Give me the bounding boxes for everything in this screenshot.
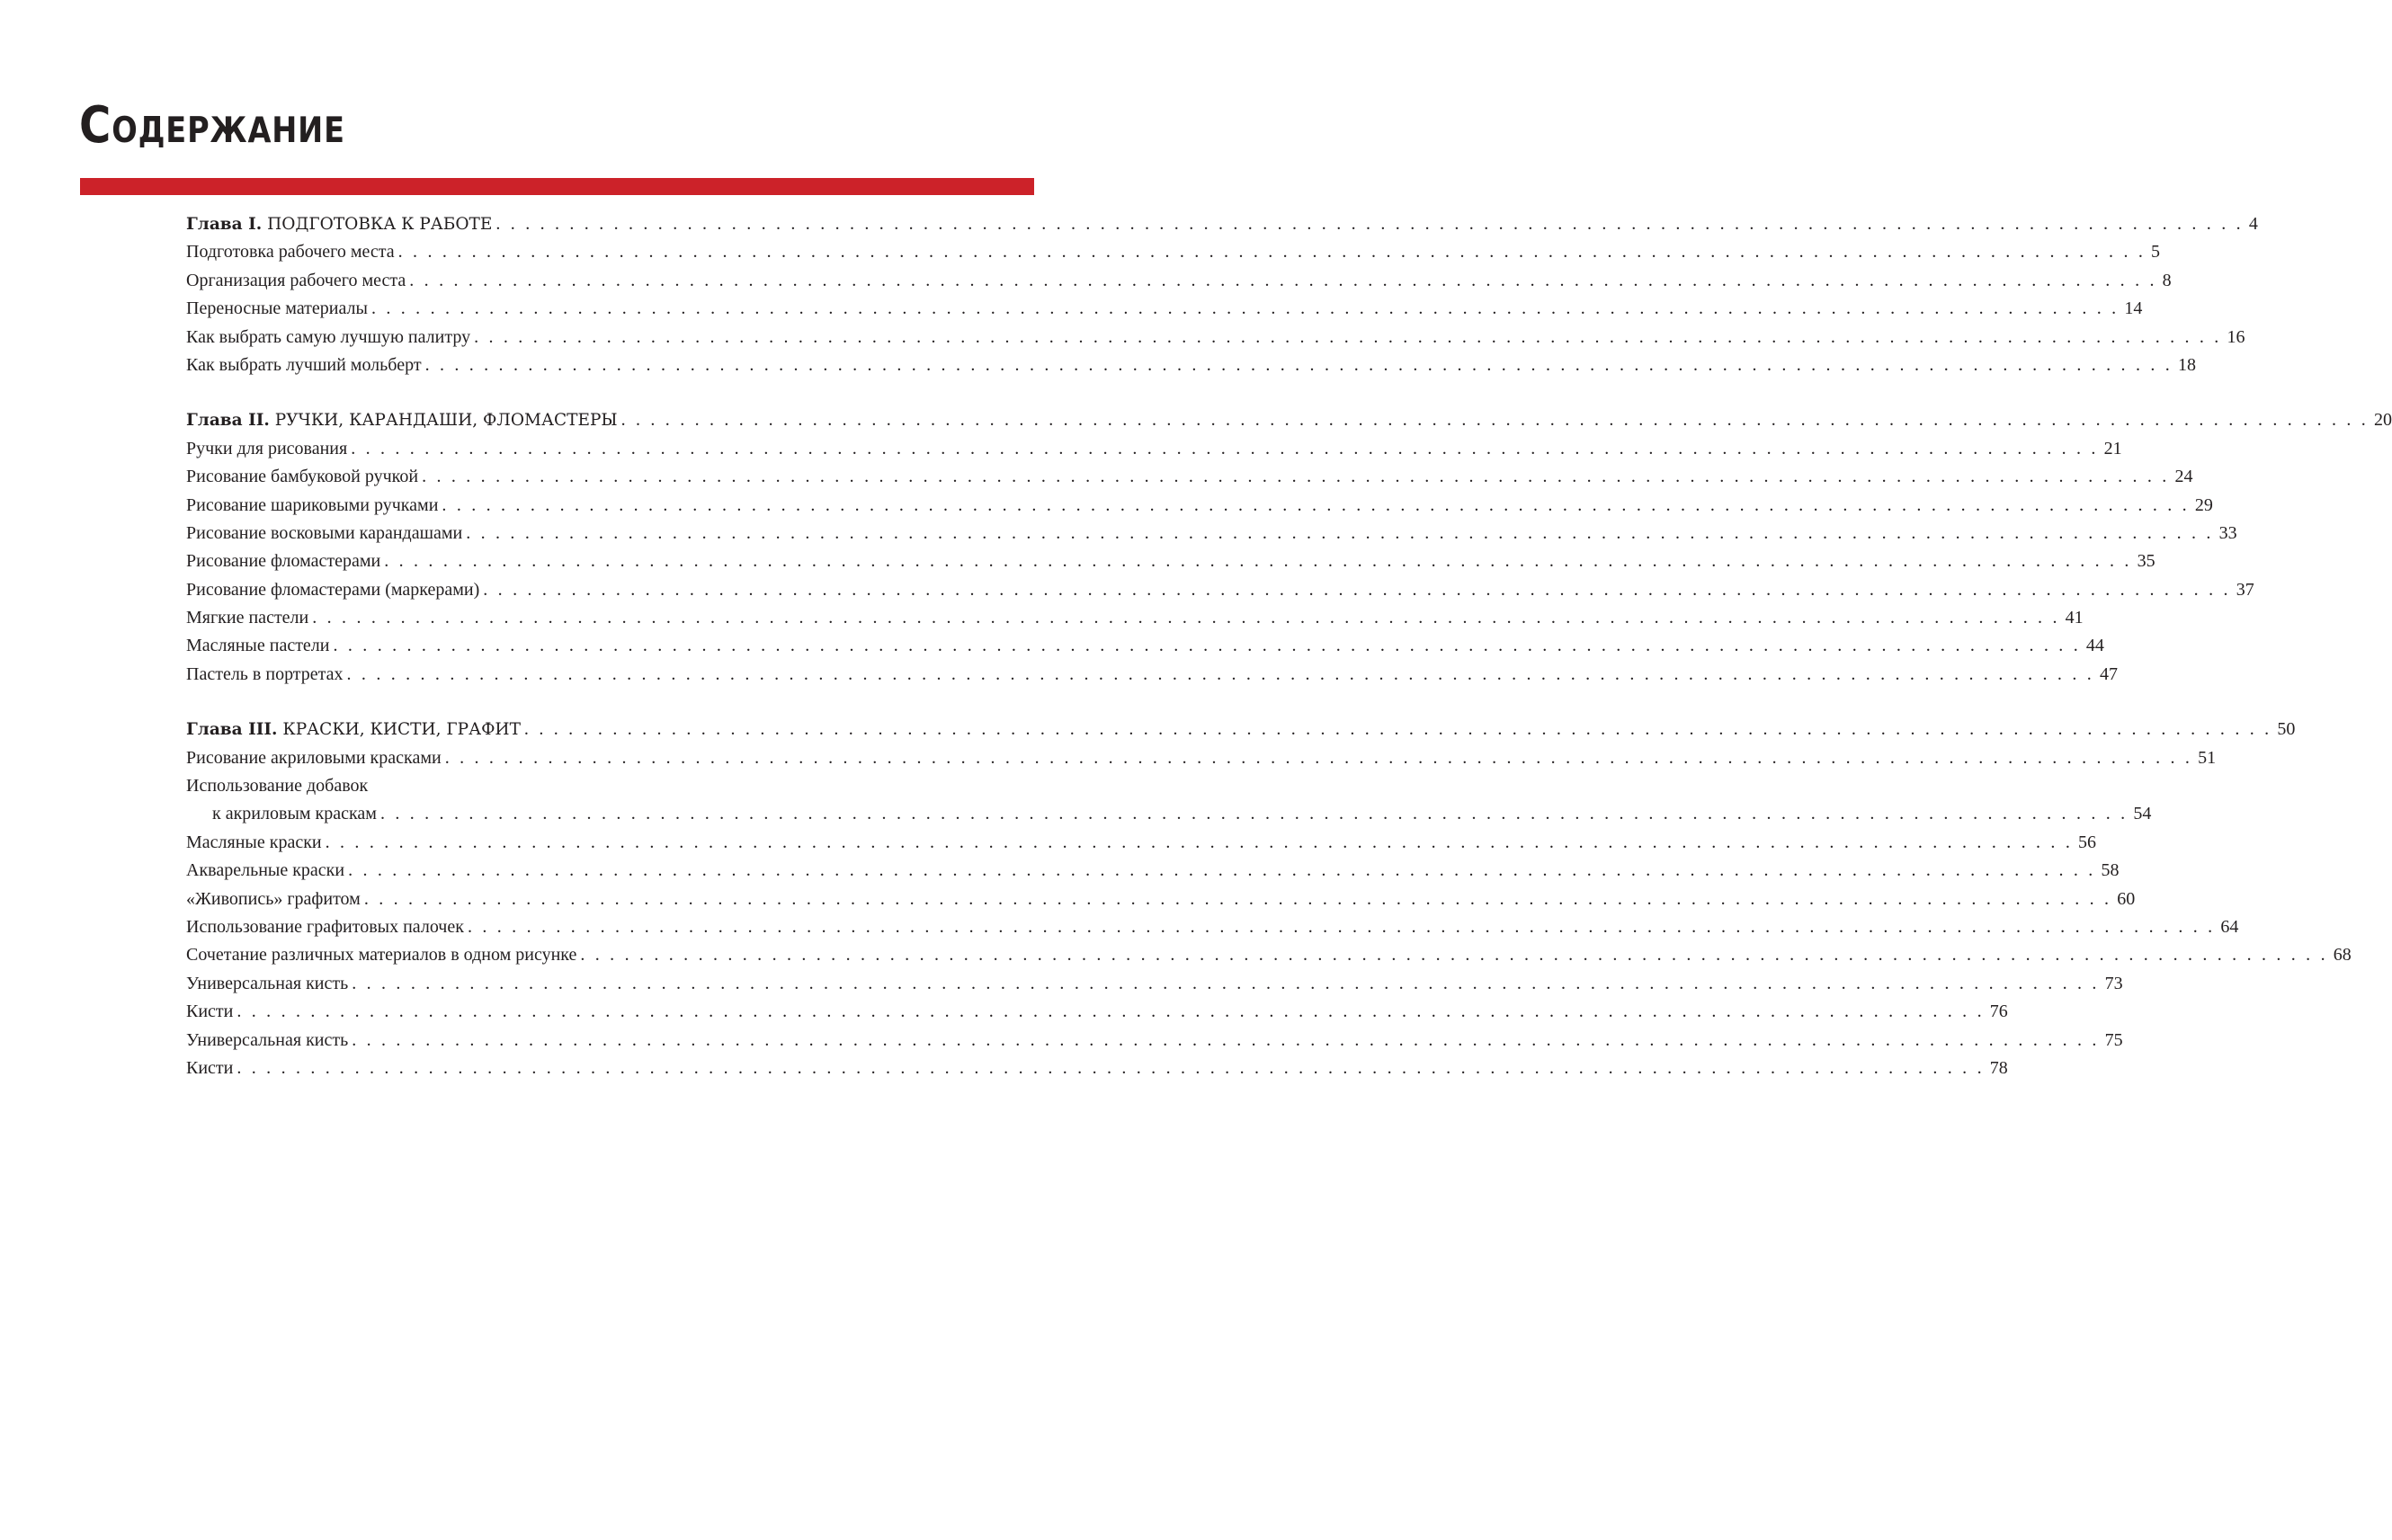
entry-title: Рисование акриловыми красками [186, 747, 442, 768]
page-number: 64 [2220, 916, 2239, 937]
toc-section-1 [186, 210, 2258, 379]
leader-dots: . . . . . . . . . . . . . . . . . . . . . . . . . . . . . . . . . . . . . . . . . . . . . . . . . . . . . . . . . . . . . . . . . . . . . . . . . . . . . . . . . . . . . . . . . . . . . . . . . . . . . . . . . . . . . . . . . . . . . . . [442, 494, 2190, 515]
entry-title: «Живопись» графитом [186, 888, 361, 909]
entry-title: Использование графитовых палочек [186, 916, 464, 937]
leader-dots: . . . . . . . . . . . . . . . . . . . . . . . . . . . . . . . . . . . . . . . . . . . . . . . . . . . . . . . . . . . . . . . . . . . . . . . . . . . . . . . . . . . . . . . . . . . . . . . . . . . . . . . . . . . . . . . . . . . . . . . [409, 270, 2157, 290]
page-number: 24 [2174, 467, 2193, 487]
entry-title-continuation: к акриловым краскам [212, 804, 377, 824]
leader-dots: . . . . . . . . . . . . . . . . . . . . . . . . . . . . . . . . . . . . . . . . . . . . . . . . . . . . . . . . . . . . . . . . . . . . . . . . . . . . . . . . . . . . . . . . . . . . . . . . . . . . . . . . . . . . . . . . . . . . . . . [620, 410, 2370, 431]
page-number: 5 [2151, 242, 2161, 263]
leader-dots: . . . . . . . . . . . . . . . . . . . . . . . . . . . . . . . . . . . . . . . . . . . . . . . . . . . . . . . . . . . . . . . . . . . . . . . . . . . . . . . . . . . . . . . . . . . . . . . . . . . . . . . . . . . . . . . . . . . . . . . [352, 973, 2100, 993]
page-number: 58 [2101, 860, 2120, 881]
entry-title: Ручки для рисования [186, 438, 348, 458]
entry-title: Универсальная кисть [186, 973, 349, 993]
toc-entry[interactable] [186, 295, 2143, 323]
leader-dots: . . . . . . . . . . . . . . . . . . . . . . . . . . . . . . . . . . . . . . . . . . . . . . . . . . . . . . . . . . . . . . . . . . . . . . . . . . . . . . . . . . . . . . . . . . . . . . . . . . . . . . . . . . . . . . . . . . . . . . . [474, 326, 2222, 347]
entry-title: Рисование шариковыми ручками [186, 494, 439, 515]
chapter-label [186, 406, 618, 434]
entry-title: Масляные краски [186, 832, 322, 852]
toc-entry[interactable] [186, 913, 2239, 941]
page-number: 56 [2078, 832, 2097, 852]
page-number: 50 [2277, 719, 2296, 740]
toc-entry-continuation[interactable] [186, 800, 2152, 828]
chapter-heading[interactable] [186, 406, 2392, 434]
leader-dots: . . . . . . . . . . . . . . . . . . . . . . . . . . . . . . . . . . . . . . . . . . . . . . . . . . . . . . . . . . . . . . . . . . . . . . . . . . . . . . . . . . . . . . . . . . . . . . . . . . . . . . . . . . . . . . . . . . . . . . . [483, 579, 2231, 600]
toc-entry[interactable] [186, 857, 2120, 885]
leader-dots: . . . . . . . . . . . . . . . . . . . . . . . . . . . . . . . . . . . . . . . . . . . . . . . . . . . . . . . . . . . . . . . . . . . . . . . . . . . . . . . . . . . . . . . . . . . . . . . . . . . . . . . . . . . . . . . . . . . . . . . [333, 636, 2081, 656]
leader-dots: . . . . . . . . . . . . . . . . . . . . . . . . . . . . . . . . . . . . . . . . . . . . . . . . . . . . . . . . . . . . . . . . . . . . . . . . . . . . . . . . . . . . . . . . . . . . . . . . . . . . . . . . . . . . . . . . . . . . . . . [580, 945, 2328, 966]
leader-dots: . . . . . . . . . . . . . . . . . . . . . . . . . . . . . . . . . . . . . . . . . . . . . . . . . . . . . . . . . . . . . . . . . . . . . . . . . . . . . . . . . . . . . . . . . . . . . . . . . . . . . . . . . . . . . . . . . . . . . . . [348, 860, 2096, 881]
entry-title: Как выбрать лучший мольберт [186, 354, 422, 375]
page-number: 75 [2104, 1029, 2123, 1050]
page-number: 29 [2194, 494, 2213, 515]
entry-title: Пастель в портретах [186, 663, 344, 684]
chapter-number: Глава III. [186, 720, 278, 740]
page-number: 20 [2374, 410, 2392, 431]
entry-title: Подготовка рабочего места [186, 242, 395, 263]
leader-dots: . . . . . . . . . . . . . . . . . . . . . . . . . . . . . . . . . . . . . . . . . . . . . . . . . . . . . . . . . . . . . . . . . . . . . . . . . . . . . . . . . . . . . . . . . . . . . . . . . . . . . . . . . . . . . . . . . . . . . . . [237, 1001, 1985, 1022]
toc-entry[interactable] [186, 267, 2172, 295]
entry-title: Масляные пастели [186, 636, 330, 656]
toc-entry[interactable] [186, 1027, 2123, 1055]
chapter-heading[interactable] [186, 716, 2296, 743]
leader-dots: . . . . . . . . . . . . . . . . . . . . . . . . . . . . . . . . . . . . . . . . . . . . . . . . . . . . . . . . . . . . . . . . . . . . . . . . . . . . . . . . . . . . . . . . . . . . . . . . . . . . . . . . . . . . . . . . . . . . . . . [397, 242, 2147, 263]
page-number: 18 [2177, 354, 2196, 375]
leader-dots: . . . . . . . . . . . . . . . . . . . . . . . . . . . . . . . . . . . . . . . . . . . . . . . . . . . . . . . . . . . . . . . . . . . . . . . . . . . . . . . . . . . . . . . . . . . . . . . . . . . . . . . . . . . . . . . . . . . . . . . [466, 522, 2214, 543]
leader-dots: . . . . . . . . . . . . . . . . . . . . . . . . . . . . . . . . . . . . . . . . . . . . . . . . . . . . . . . . . . . . . . . . . . . . . . . . . . . . . . . . . . . . . . . . . . . . . . . . . . . . . . . . . . . . . . . . . . . . . . . [325, 832, 2074, 852]
table-of-contents [186, 210, 2392, 1109]
leader-dots: . . . . . . . . . . . . . . . . . . . . . . . . . . . . . . . . . . . . . . . . . . . . . . . . . . . . . . . . . . . . . . . . . . . . . . . . . . . . . . . . . . . . . . . . . . . . . . . . . . . . . . . . . . . . . . . . . . . . . . . [370, 298, 2120, 319]
chapter-title: РУЧКИ, КАРАНДАШИ, ФЛОМАСТЕРЫ [274, 411, 618, 431]
toc-entry[interactable] [186, 998, 2008, 1026]
toc-entry[interactable] [186, 744, 2217, 772]
entry-title: Рисование восковыми карандашами [186, 522, 463, 543]
chapter-number: Глава II. [186, 411, 270, 431]
page-number: 16 [2227, 326, 2245, 347]
page-number: 68 [2333, 945, 2352, 966]
page-number: 8 [2162, 270, 2172, 290]
title-rule [80, 178, 1034, 195]
leader-dots: . . . . . . . . . . . . . . . . . . . . . . . . . . . . . . . . . . . . . . . . . . . . . . . . . . . . . . . . . . . . . . . . . . . . . . . . . . . . . . . . . . . . . . . . . . . . . . . . . . . . . . . . . . . . . . . . . . . . . . . [467, 916, 2216, 937]
entry-title: Переносные материалы [186, 298, 368, 319]
toc-section-2 [186, 406, 2392, 689]
toc-entry[interactable] [186, 463, 2193, 491]
entry-title: Мягкие пастели [186, 608, 309, 628]
entry-title: Рисование фломастерами (маркерами) [186, 579, 480, 600]
toc-entry[interactable] [186, 970, 2123, 998]
page-number: 76 [1989, 1001, 2008, 1022]
toc-entry[interactable] [186, 492, 2213, 520]
toc-entry[interactable] [186, 1055, 2008, 1082]
chapter-heading[interactable] [186, 210, 2258, 238]
toc-entry[interactable] [186, 435, 2122, 463]
entry-title: Рисование бамбуковой ручкой [186, 467, 419, 487]
chapter-title: КРАСКИ, КИСТИ, ГРАФИТ [282, 720, 521, 740]
chapter-title: ПОДГОТОВКА К РАБОТЕ [267, 215, 493, 234]
toc-entry[interactable] [186, 886, 2136, 913]
entry-title: Рисование фломастерами [186, 551, 381, 572]
page-number: 60 [2117, 888, 2136, 909]
page-number: 37 [2236, 579, 2254, 600]
toc-entry[interactable] [186, 520, 2237, 547]
toc-entry[interactable] [186, 576, 2254, 604]
leader-dots: . . . . . . . . . . . . . . . . . . . . . . . . . . . . . . . . . . . . . . . . . . . . . . . . . . . . . . . . . . . . . . . . . . . . . . . . . . . . . . . . . . . . . . . . . . . . . . . . . . . . . . . . . . . . . . . . . . . . . . . [523, 719, 2272, 740]
page-number: 33 [2218, 522, 2237, 543]
leader-dots: . . . . . . . . . . . . . . . . . . . . . . . . . . . . . . . . . . . . . . . . . . . . . . . . . . . . . . . . . . . . . . . . . . . . . . . . . . . . . . . . . . . . . . . . . . . . . . . . . . . . . . . . . . . . . . . . . . . . . . . [424, 354, 2173, 375]
page-title: Содержание [79, 96, 345, 155]
page-number: 14 [2124, 298, 2143, 319]
page-number: 78 [1989, 1057, 2008, 1078]
entry-title: Сочетание различных материалов в одном рисунке [186, 945, 577, 966]
chapter-number: Глава I. [186, 215, 263, 234]
page-number: 35 [2137, 551, 2155, 572]
leader-dots: . . . . . . . . . . . . . . . . . . . . . . . . . . . . . . . . . . . . . . . . . . . . . . . . . . . . . . . . . . . . . . . . . . . . . . . . . . . . . . . . . . . . . . . . . . . . . . . . . . . . . . . . . . . . . . . . . . . . . . . [363, 888, 2112, 909]
entry-title: Кисти [186, 1057, 234, 1078]
toc-entry-first-line[interactable] [186, 772, 905, 800]
leader-dots: . . . . . . . . . . . . . . . . . . . . . . . . . . . . . . . . . . . . . . . . . . . . . . . . . . . . . . . . . . . . . . . . . . . . . . . . . . . . . . . . . . . . . . . . . . . . . . . . . . . . . . . . . . . . . . . . . . . . . . . [422, 467, 2170, 487]
toc-entry[interactable] [186, 547, 2155, 575]
toc-entry[interactable] [186, 661, 2118, 689]
leader-dots: . . . . . . . . . . . . . . . . . . . . . . . . . . . . . . . . . . . . . . . . . . . . . . . . . . . . . . . . . . . . . . . . . . . . . . . . . . . . . . . . . . . . . . . . . . . . . . . . . . . . . . . . . . . . . . . . . . . . . . . [312, 608, 2060, 628]
chapter-label [186, 210, 492, 238]
leader-dots: . . . . . . . . . . . . . . . . . . . . . . . . . . . . . . . . . . . . . . . . . . . . . . . . . . . . . . . . . . . . . . . . . . . . . . . . . . . . . . . . . . . . . . . . . . . . . . . . . . . . . . . . . . . . . . . . . . . . . . . [444, 747, 2193, 768]
leader-dots: . . . . . . . . . . . . . . . . . . . . . . . . . . . . . . . . . . . . . . . . . . . . . . . . . . . . . . . . . . . . . . . . . . . . . . . . . . . . . . . . . . . . . . . . . . . . . . . . . . . . . . . . . . . . . . . . . . . . . . . [351, 438, 2099, 458]
page-number: 4 [2248, 214, 2258, 234]
page-number: 44 [2085, 636, 2104, 656]
page-number: 73 [2104, 973, 2123, 993]
leader-dots: . . . . . . . . . . . . . . . . . . . . . . . . . . . . . . . . . . . . . . . . . . . . . . . . . . . . . . . . . . . . . . . . . . . . . . . . . . . . . . . . . . . . . . . . . . . . . . . . . . . . . . . . . . . . . . . . . . . . . . . [379, 804, 2129, 824]
toc-section-3 [186, 716, 2352, 1082]
entry-title: Как выбрать самую лучшую палитру [186, 326, 471, 347]
toc-entry[interactable] [186, 238, 2161, 266]
page-number: 21 [2103, 438, 2122, 458]
toc-entry[interactable] [186, 604, 2084, 632]
entry-title: Акварельные краски [186, 860, 345, 881]
toc-entry[interactable] [186, 829, 2097, 857]
page-number: 54 [2133, 804, 2152, 824]
entry-title: Использование добавок [186, 776, 369, 797]
leader-dots: . . . . . . . . . . . . . . . . . . . . . . . . . . . . . . . . . . . . . . . . . . . . . . . . . . . . . . . . . . . . . . . . . . . . . . . . . . . . . . . . . . . . . . . . . . . . . . . . . . . . . . . . . . . . . . . . . . . . . . . [237, 1057, 1985, 1078]
leader-dots: . . . . . . . . . . . . . . . . . . . . . . . . . . . . . . . . . . . . . . . . . . . . . . . . . . . . . . . . . . . . . . . . . . . . . . . . . . . . . . . . . . . . . . . . . . . . . . . . . . . . . . . . . . . . . . . . . . . . . . . [346, 663, 2094, 684]
toc-entry[interactable] [186, 352, 2196, 379]
toc-entry[interactable] [186, 324, 2245, 352]
toc-entry[interactable] [186, 941, 2352, 969]
leader-dots: . . . . . . . . . . . . . . . . . . . . . . . . . . . . . . . . . . . . . . . . . . . . . . . . . . . . . . . . . . . . . . . . . . . . . . . . . . . . . . . . . . . . . . . . . . . . . . . . . . . . . . . . . . . . . . . . . . . . . . . [495, 214, 2244, 234]
page-number: 51 [2198, 747, 2217, 768]
page-number: 47 [2099, 663, 2118, 684]
toc-entry[interactable] [186, 632, 2104, 660]
entry-title: Кисти [186, 1001, 234, 1022]
leader-dots: . . . . . . . . . . . . . . . . . . . . . . . . . . . . . . . . . . . . . . . . . . . . . . . . . . . . . . . . . . . . . . . . . . . . . . . . . . . . . . . . . . . . . . . . . . . . . . . . . . . . . . . . . . . . . . . . . . . . . . . [384, 551, 2132, 572]
entry-title: Организация рабочего места [186, 270, 406, 290]
page-number: 41 [2065, 608, 2084, 628]
leader-dots: . . . . . . . . . . . . . . . . . . . . . . . . . . . . . . . . . . . . . . . . . . . . . . . . . . . . . . . . . . . . . . . . . . . . . . . . . . . . . . . . . . . . . . . . . . . . . . . . . . . . . . . . . . . . . . . . . . . . . . . [352, 1029, 2100, 1050]
entry-title: Универсальная кисть [186, 1029, 349, 1050]
chapter-label [186, 716, 521, 743]
